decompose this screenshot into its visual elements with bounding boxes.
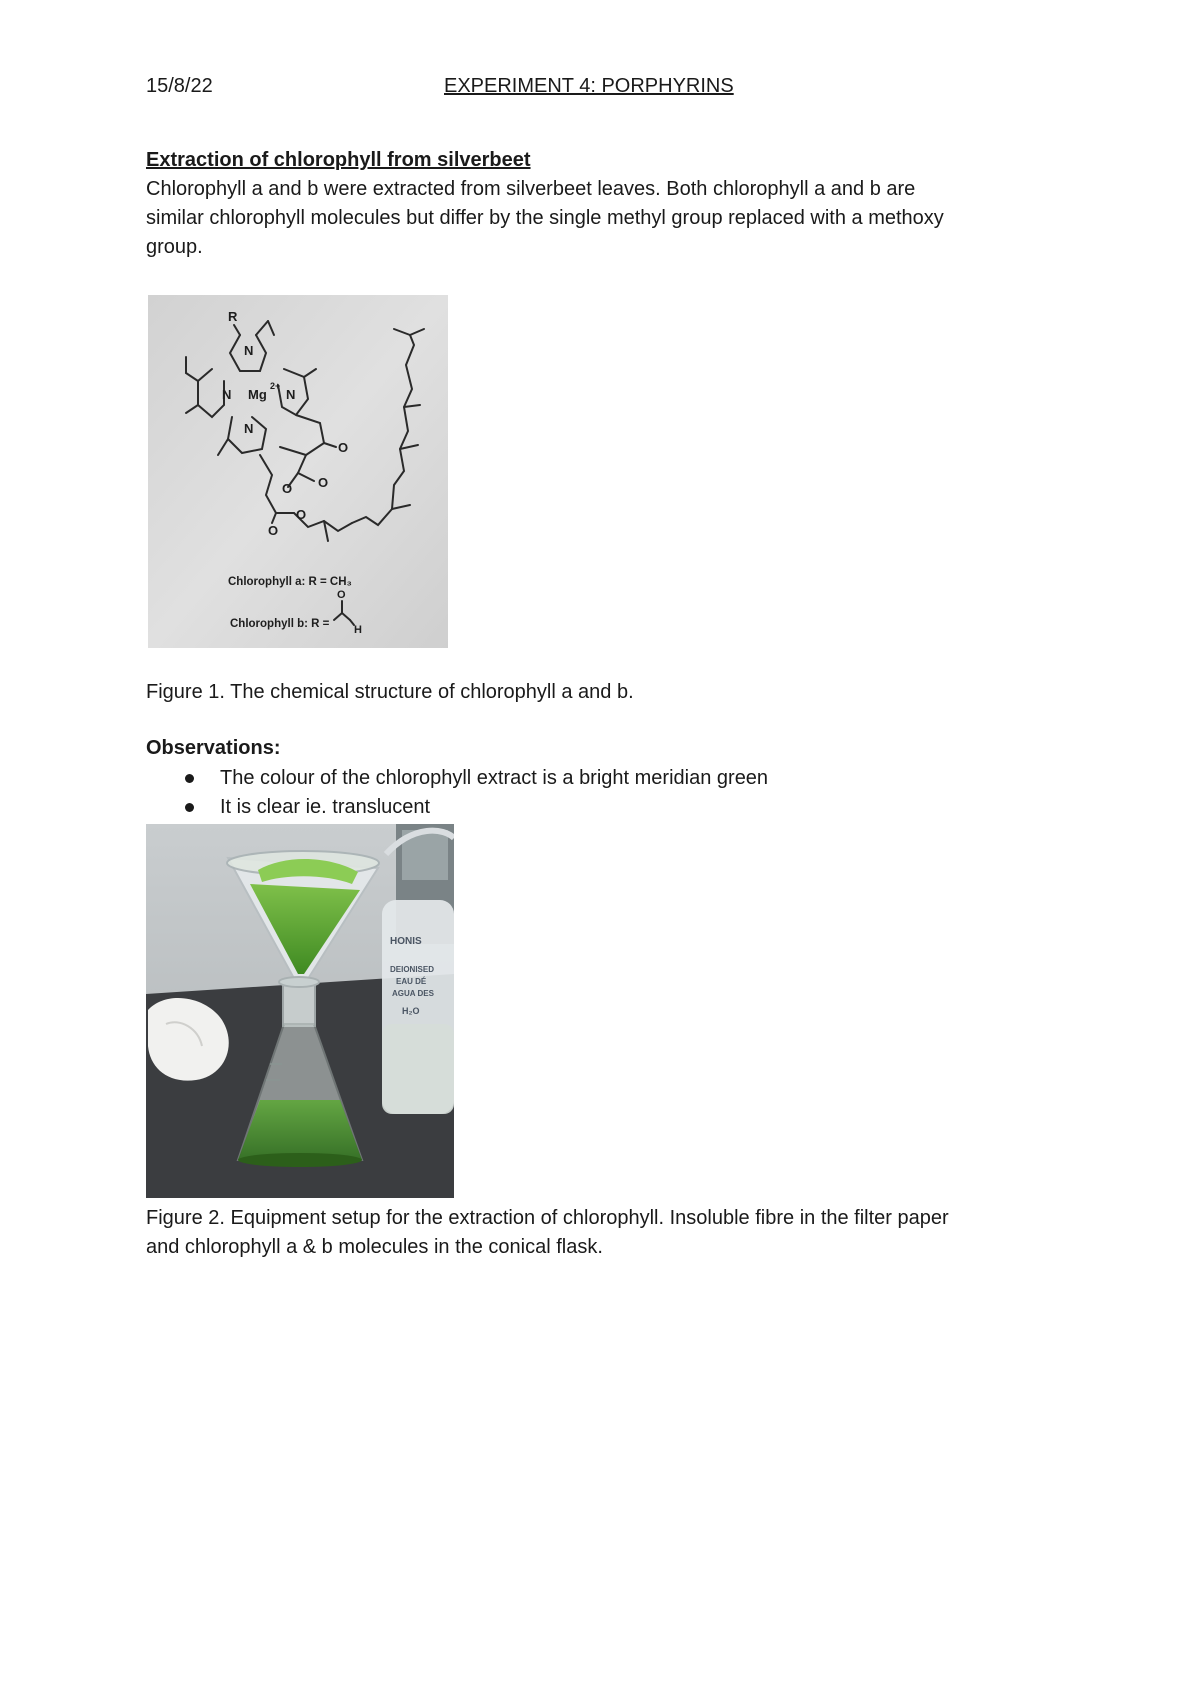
intro-paragraph-line: similar chlorophyll molecules but differ by the single methyl group replaced with a methoxy bbox=[146, 207, 944, 229]
structure-legend-a: Chlorophyll a: R = CH₃ bbox=[228, 576, 352, 588]
structure-label-mg: Mg bbox=[248, 387, 267, 402]
structure-label-n: N bbox=[244, 421, 254, 436]
chlorophyll-structure-drawing bbox=[148, 295, 448, 648]
bottle-label-line: H₂O bbox=[402, 1006, 420, 1016]
structure-label-o: O bbox=[296, 507, 307, 522]
structure-label-o: O bbox=[338, 440, 349, 455]
figure2-caption-line: and chlorophyll a & b molecules in the conical flask. bbox=[146, 1236, 603, 1258]
header-date: 15/8/22 bbox=[146, 75, 213, 97]
figure1-caption: Figure 1. The chemical structure of chlorophyll a and b. bbox=[146, 681, 634, 703]
structure-label-n: N bbox=[286, 387, 296, 402]
structure-label-o: O bbox=[337, 589, 346, 601]
structure-label-charge: 2+ bbox=[270, 381, 281, 391]
bullet-icon bbox=[185, 774, 194, 783]
figure2-caption-line: Figure 2. Equipment setup for the extraction of chlorophyll. Insoluble fibre in the filter paper bbox=[146, 1207, 949, 1229]
structure-label-n: N bbox=[244, 343, 254, 358]
structure-legend-b: Chlorophyll b: R = bbox=[230, 618, 330, 630]
structure-label-n: N bbox=[222, 387, 232, 402]
bottle-label-line: HONIS bbox=[390, 936, 422, 947]
bullet-icon bbox=[185, 803, 194, 812]
observation-text: It is clear ie. translucent bbox=[220, 796, 431, 818]
bottle-label-line: EAU DÉ bbox=[396, 977, 427, 986]
structure-label-r: R bbox=[228, 309, 238, 324]
extraction-setup-drawing bbox=[146, 824, 454, 1198]
intro-paragraph-line: group. bbox=[146, 236, 203, 258]
bottle-label-line: DEIONISED bbox=[390, 965, 435, 974]
structure-label-o: O bbox=[282, 481, 293, 496]
observation-text: The colour of the chlorophyll extract is a bright meridian green bbox=[220, 767, 769, 789]
extraction-setup-photo bbox=[146, 824, 454, 1198]
structure-label-h: H bbox=[354, 624, 362, 636]
observations-heading: Observations: bbox=[146, 737, 281, 759]
document-title: EXPERIMENT 4: PORPHYRINS bbox=[444, 75, 734, 97]
chlorophyll-structure-image bbox=[148, 295, 448, 648]
structure-label-o: O bbox=[268, 523, 279, 538]
section-heading: Extraction of chlorophyll from silverbeet bbox=[146, 149, 531, 171]
structure-label-o: O bbox=[318, 475, 329, 490]
bottle-label-line: AGUA DES bbox=[392, 989, 434, 998]
intro-paragraph-line: Chlorophyll a and b were extracted from silverbeet leaves. Both chlorophyll a and b are bbox=[146, 178, 916, 200]
